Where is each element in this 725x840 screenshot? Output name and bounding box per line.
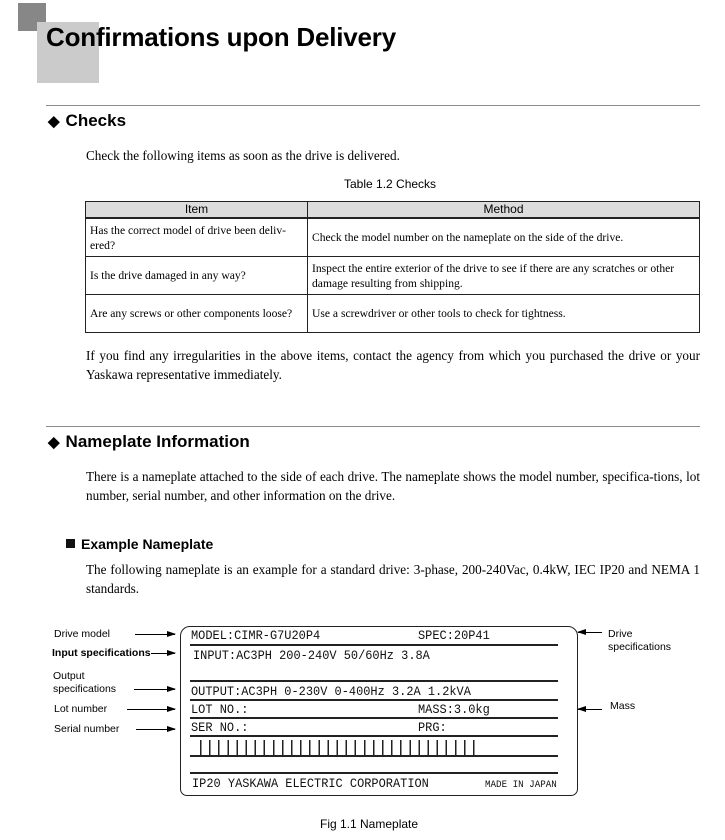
heading-text: Nameplate Information	[65, 432, 250, 451]
heading-text: Checks	[65, 111, 127, 130]
plate-made-in: MADE IN JAPAN	[485, 780, 557, 791]
diamond-bullet-icon: ◆	[48, 113, 60, 130]
plate-input: INPUT:AC3PH 200-240V 50/60Hz 3.8A	[193, 648, 430, 663]
plate-mass: MASS:3.0kg	[418, 702, 490, 717]
plate-serial: SER NO.:	[191, 720, 249, 735]
label-output-spec-line2: specifications	[53, 683, 117, 695]
subheading-example-nameplate	[66, 536, 213, 552]
plate-line	[190, 644, 558, 646]
label-lot-number: Lot number	[54, 703, 108, 715]
arrow-right-icon	[127, 709, 175, 710]
plate-footer: IP20 YASKAWA ELECTRIC CORPORATION	[192, 776, 429, 791]
label-input-spec: Input specifications	[52, 647, 151, 659]
table-cell-method: Inspect the entire exterior of the drive to see if there are any scratches or other damage resulting from shipping.	[308, 257, 700, 295]
checks-intro: Check the following items as soon as the drive is delivered.	[86, 148, 400, 163]
subheading-text: Example Nameplate	[81, 536, 214, 552]
table-cell-method: Use a screwdriver or other tools to check for tightness.	[308, 295, 700, 333]
section-heading-nameplate	[48, 432, 250, 452]
checks-table	[85, 201, 700, 333]
table-cell-item: Is the drive damaged in any way?	[86, 257, 308, 295]
plate-line	[190, 755, 558, 757]
square-bullet-icon	[66, 539, 75, 548]
table-caption: Table 1.2 Checks	[344, 177, 437, 191]
column-header-item: Item	[86, 202, 308, 219]
label-drive-spec-line2: specifications	[608, 641, 672, 653]
plate-spec: SPEC:20P41	[418, 628, 490, 643]
checks-outro: If you find any irregularities in the above items, contact the agency from which you purchased the drive or your Yaskawa representative immediately.	[86, 348, 700, 382]
section-heading-checks	[48, 111, 126, 131]
plate-line	[190, 772, 558, 774]
plate-line	[190, 680, 558, 682]
arrow-right-icon	[136, 729, 175, 730]
plate-output: OUTPUT:AC3PH 0-230V 0-400Hz 3.2A 1.2kVA	[191, 684, 471, 699]
arrow-left-icon	[578, 632, 602, 633]
plate-model: MODEL:CIMR-G7U20P4	[191, 628, 321, 643]
plate-line	[190, 735, 558, 737]
plate-line	[190, 699, 558, 701]
table-row	[86, 257, 700, 295]
barcode-graphic	[200, 740, 482, 755]
arrow-left-icon	[578, 709, 602, 710]
label-drive-spec-line1: Drive	[608, 628, 633, 640]
arrow-right-icon	[151, 653, 175, 654]
column-header-method: Method	[308, 202, 700, 219]
plate-prg: PRG:	[418, 720, 447, 735]
arrow-right-icon	[135, 634, 175, 635]
section-divider	[46, 426, 700, 427]
label-output-spec-line1: Output	[53, 670, 85, 682]
table-header-row	[86, 202, 700, 219]
table-row	[86, 218, 700, 257]
table-cell-item: Has the correct model of drive been deliv-ered?	[86, 218, 308, 257]
section-divider	[46, 105, 700, 106]
label-mass: Mass	[610, 700, 636, 712]
table-cell-method: Check the model number on the nameplate on the side of the drive.	[308, 218, 700, 257]
plate-line	[190, 717, 558, 719]
page-title: Confirmations upon Delivery	[46, 22, 396, 52]
arrow-right-icon	[134, 689, 175, 690]
table-row	[86, 295, 700, 333]
diamond-bullet-icon: ◆	[48, 434, 60, 451]
label-serial-number: Serial number	[54, 723, 120, 735]
table-cell-item: Are any screws or other components loose?	[86, 295, 308, 333]
plate-lot: LOT NO.:	[191, 702, 249, 717]
figure-caption: Fig 1.1 Nameplate	[320, 817, 419, 831]
nameplate-intro: There is a nameplate attached to the side of each drive. The nameplate shows the model number, specifica-tions, lot number, serial number, and other information on the drive.	[86, 469, 700, 503]
label-drive-model: Drive model	[54, 628, 111, 640]
example-intro: The following nameplate is an example for a standard drive: 3-phase, 200-240Vac, 0.4kW, IEC IP20 and NEMA 1 standards.	[86, 562, 700, 596]
